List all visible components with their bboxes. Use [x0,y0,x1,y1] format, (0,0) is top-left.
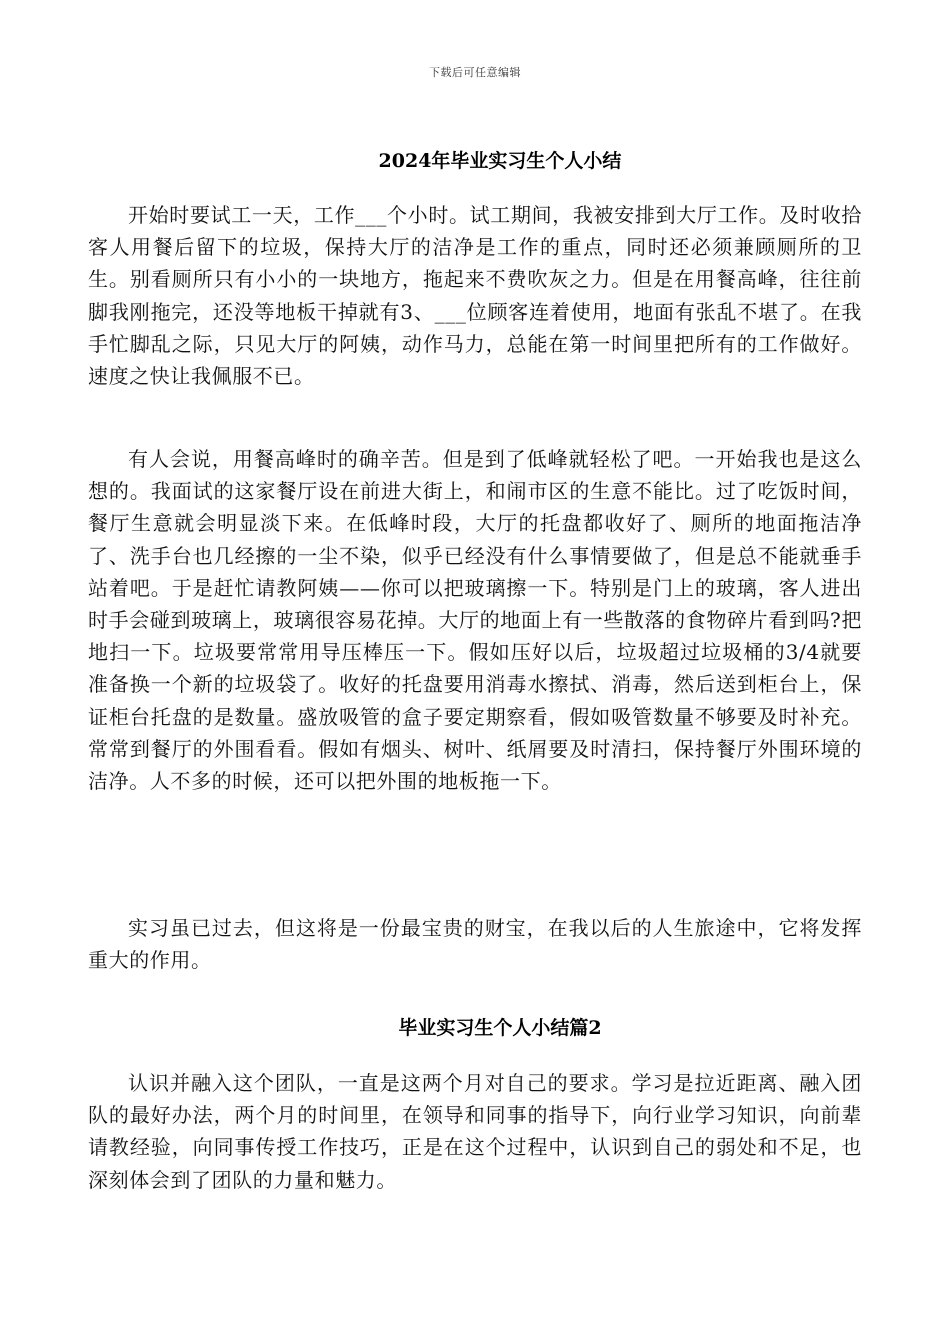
document-title: 2024年毕业实习生个人小结 [378,150,622,172]
section-2-title: 毕业实习生个人小结篇2 [398,1017,602,1039]
section-2-paragraph-1: 认识并融入这个团队，一直是这两个月对自己的要求。学习是拉近距离、融入团队的最好办法，两个月的时间里，在领导和同事的指导下，向行业学习知识，向前辈请教经验，向同事传授工作技巧，正是在这个过程中，认识到自己的弱处和不足，也深刻体会到了团队的力量和魅力。 [88,1071,862,1192]
paragraph-1: 开始时要试工一天，工作___个小时。试工期间，我被安排到大厅工作。及时收拾客人用餐后留下的垃圾，保持大厅的洁净是工作的重点，同时还必须兼顾厕所的卫生。别看厕所只有小小的一块地方，拖起来不费吹灰之力。但是在用餐高峰，往往前脚我刚拖完，还没等地板干掉就有3、___位顾客连着使用，地面有张乱不堪了。在我手忙脚乱之际，只见大厅的阿姨，动作马力，总能在第一时间里把所有的工作做好。速度之快让我佩服不已。 [88,203,862,389]
paragraph-3: 实习虽已过去，但这将是一份最宝贵的财宝，在我以后的人生旅途中，它将发挥重大的作用。 [88,916,862,973]
paragraph-2: 有人会说，用餐高峰时的确辛苦。但是到了低峰就轻松了吧。一开始我也是这么想的。我面试的这家餐厅设在前进大街上，和闹市区的生意不能比。过了吃饭时间，餐厅生意就会明显淡下来。在低峰时段，大厅的托盘都收好了、厕所的地面拖洁净了、洗手台也几经擦的一尘不染，似乎已经没有什么事情要做了，但是总不能就垂手站着吧。于是赶忙请教阿姨——你可以把玻璃擦一下。特别是门上的玻璃，客人进出时手会碰到玻璃上，玻璃很容易花掉。大厅的地面上有一些散落的食物碎片看到吗?把地扫一下。垃圾要常常用导压棒压一下。假如压好以后，垃圾超过垃圾桶的3/4就要准备换一个新的垃圾袋了。收好的托盘要用消毒水擦拭、消毒，然后送到柜台上，保证柜台托盘的是数量。盛放吸管的盒子要定期察看，假如吸管数量不够要及时补充。常常到餐厅的外围看看。假如有烟头、树叶、纸屑要及时清扫，保持餐厅外围环境的洁净。人不多的时候，还可以把外围的地板拖一下。 [88,447,862,794]
page-header-note: 下载后可任意编辑 [429,66,521,79]
